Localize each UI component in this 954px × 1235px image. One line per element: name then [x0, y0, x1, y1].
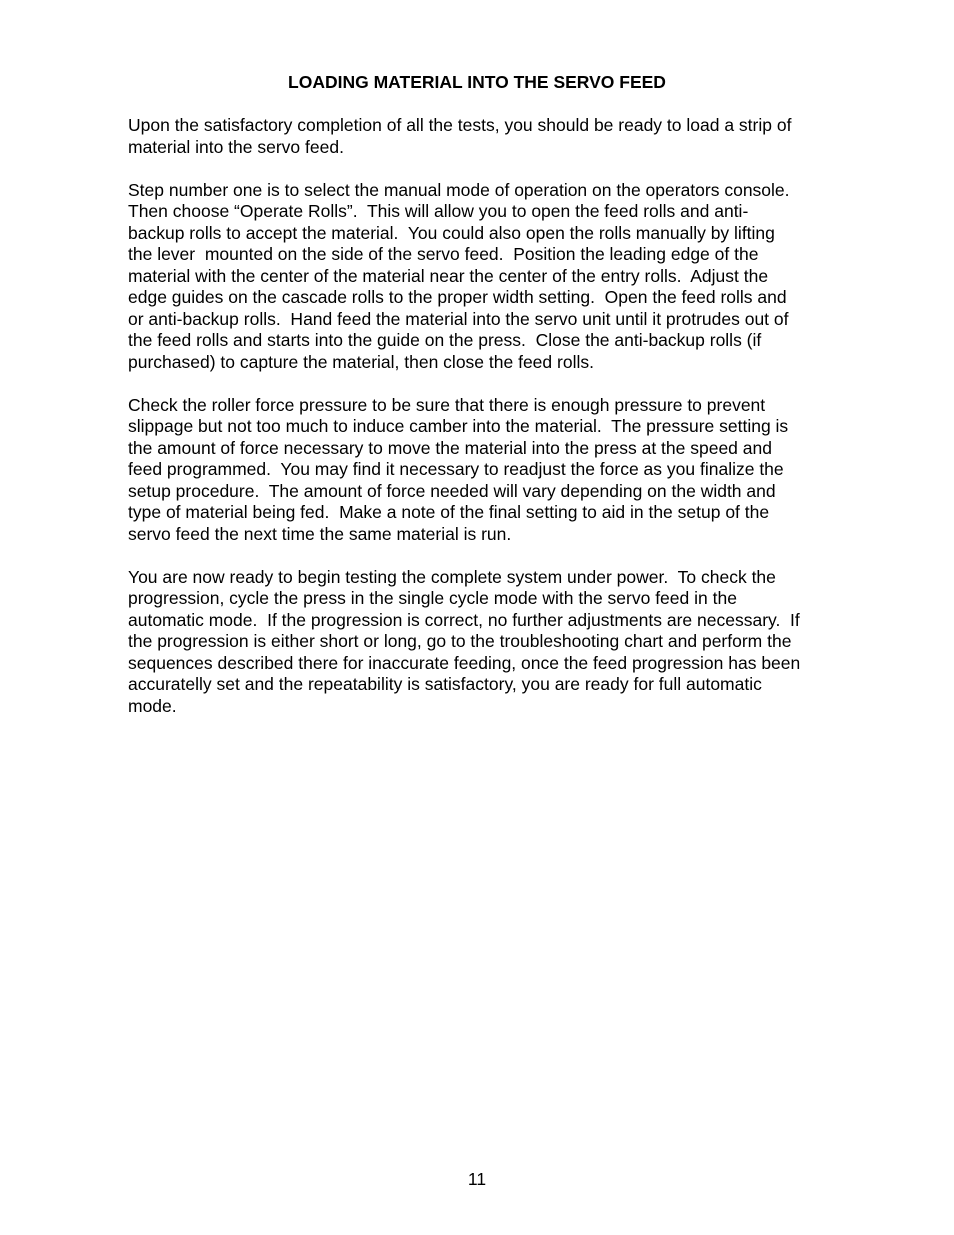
text-line: Then choose “Operate Rolls”. This will allow you to open the feed rolls and anti-: [128, 201, 749, 221]
text-line: the feed rolls and starts into the guide on the press. Close the anti-backup rolls (if: [128, 330, 762, 350]
text-line: Step number one is to select the manual mode of operation on the operators console.: [128, 179, 790, 200]
text-line: Upon the satisfactory completion of all the tests, you should be ready to load a strip of: [128, 115, 792, 135]
text-line: automatic mode. If the progression is correct, no further adjustments are necessary. If: [128, 609, 800, 630]
text-line: Check the roller force pressure to be sure that there is enough pressure to prevent: [128, 394, 766, 415]
text-line: material into the servo feed.: [128, 136, 344, 157]
body-text: [128, 115, 854, 739]
text-line: setup procedure. The amount of force needed will vary depending on the width and: [128, 480, 776, 501]
text-line: or anti-backup rolls. Hand feed the material into the servo unit until it protrudes out of: [128, 308, 789, 329]
text-line: servo feed the next time the same material is run.: [128, 523, 512, 544]
text-line: You are now ready to begin testing the complete system under power. To check the: [128, 566, 776, 587]
text-line: the progression is either short or long, go to the troubleshooting chart and perform the: [128, 631, 792, 651]
paragraph-roller-force: [128, 395, 854, 546]
text-line: type of material being fed. Make a note of the final setting to aid in the setup of the: [128, 502, 770, 522]
paragraph-step-one: [128, 180, 854, 374]
paragraph-testing: [128, 567, 854, 718]
text-line: slippage but not too much to induce camber into the material. The pressure setting is: [128, 416, 789, 436]
text-line: material with the center of the material near the center of the entry rolls. Adjust the: [128, 265, 769, 286]
text-line: feed programmed. You may find it necessary to readjust the force as you finalize the: [128, 459, 784, 479]
text-line: mode.: [128, 695, 177, 716]
text-line: the lever mounted on the side of the servo feed. Position the leading edge of the: [128, 244, 759, 264]
page-title: LOADING MATERIAL INTO THE SERVO FEED: [288, 72, 666, 92]
page-number: 11: [467, 1169, 487, 1189]
text-line: the amount of force necessary to move the material into the press at the speed and: [128, 437, 772, 458]
text-line: progression, cycle the press in the single cycle mode with the servo feed in the: [128, 588, 737, 608]
text-line: accuratelly set and the repeatability is satisfactory, you are ready for full automatic: [128, 674, 762, 694]
text-line: backup rolls to accept the material. You could also open the rolls manually by lifting: [128, 222, 775, 243]
paragraph-intro: [128, 115, 854, 158]
text-line: purchased) to capture the material, then close the feed rolls.: [128, 351, 594, 372]
text-line: edge guides on the cascade rolls to the proper width setting. Open the feed rolls and: [128, 287, 787, 307]
text-line: sequences described there for inaccurate feeding, once the feed progression has been: [128, 652, 801, 673]
